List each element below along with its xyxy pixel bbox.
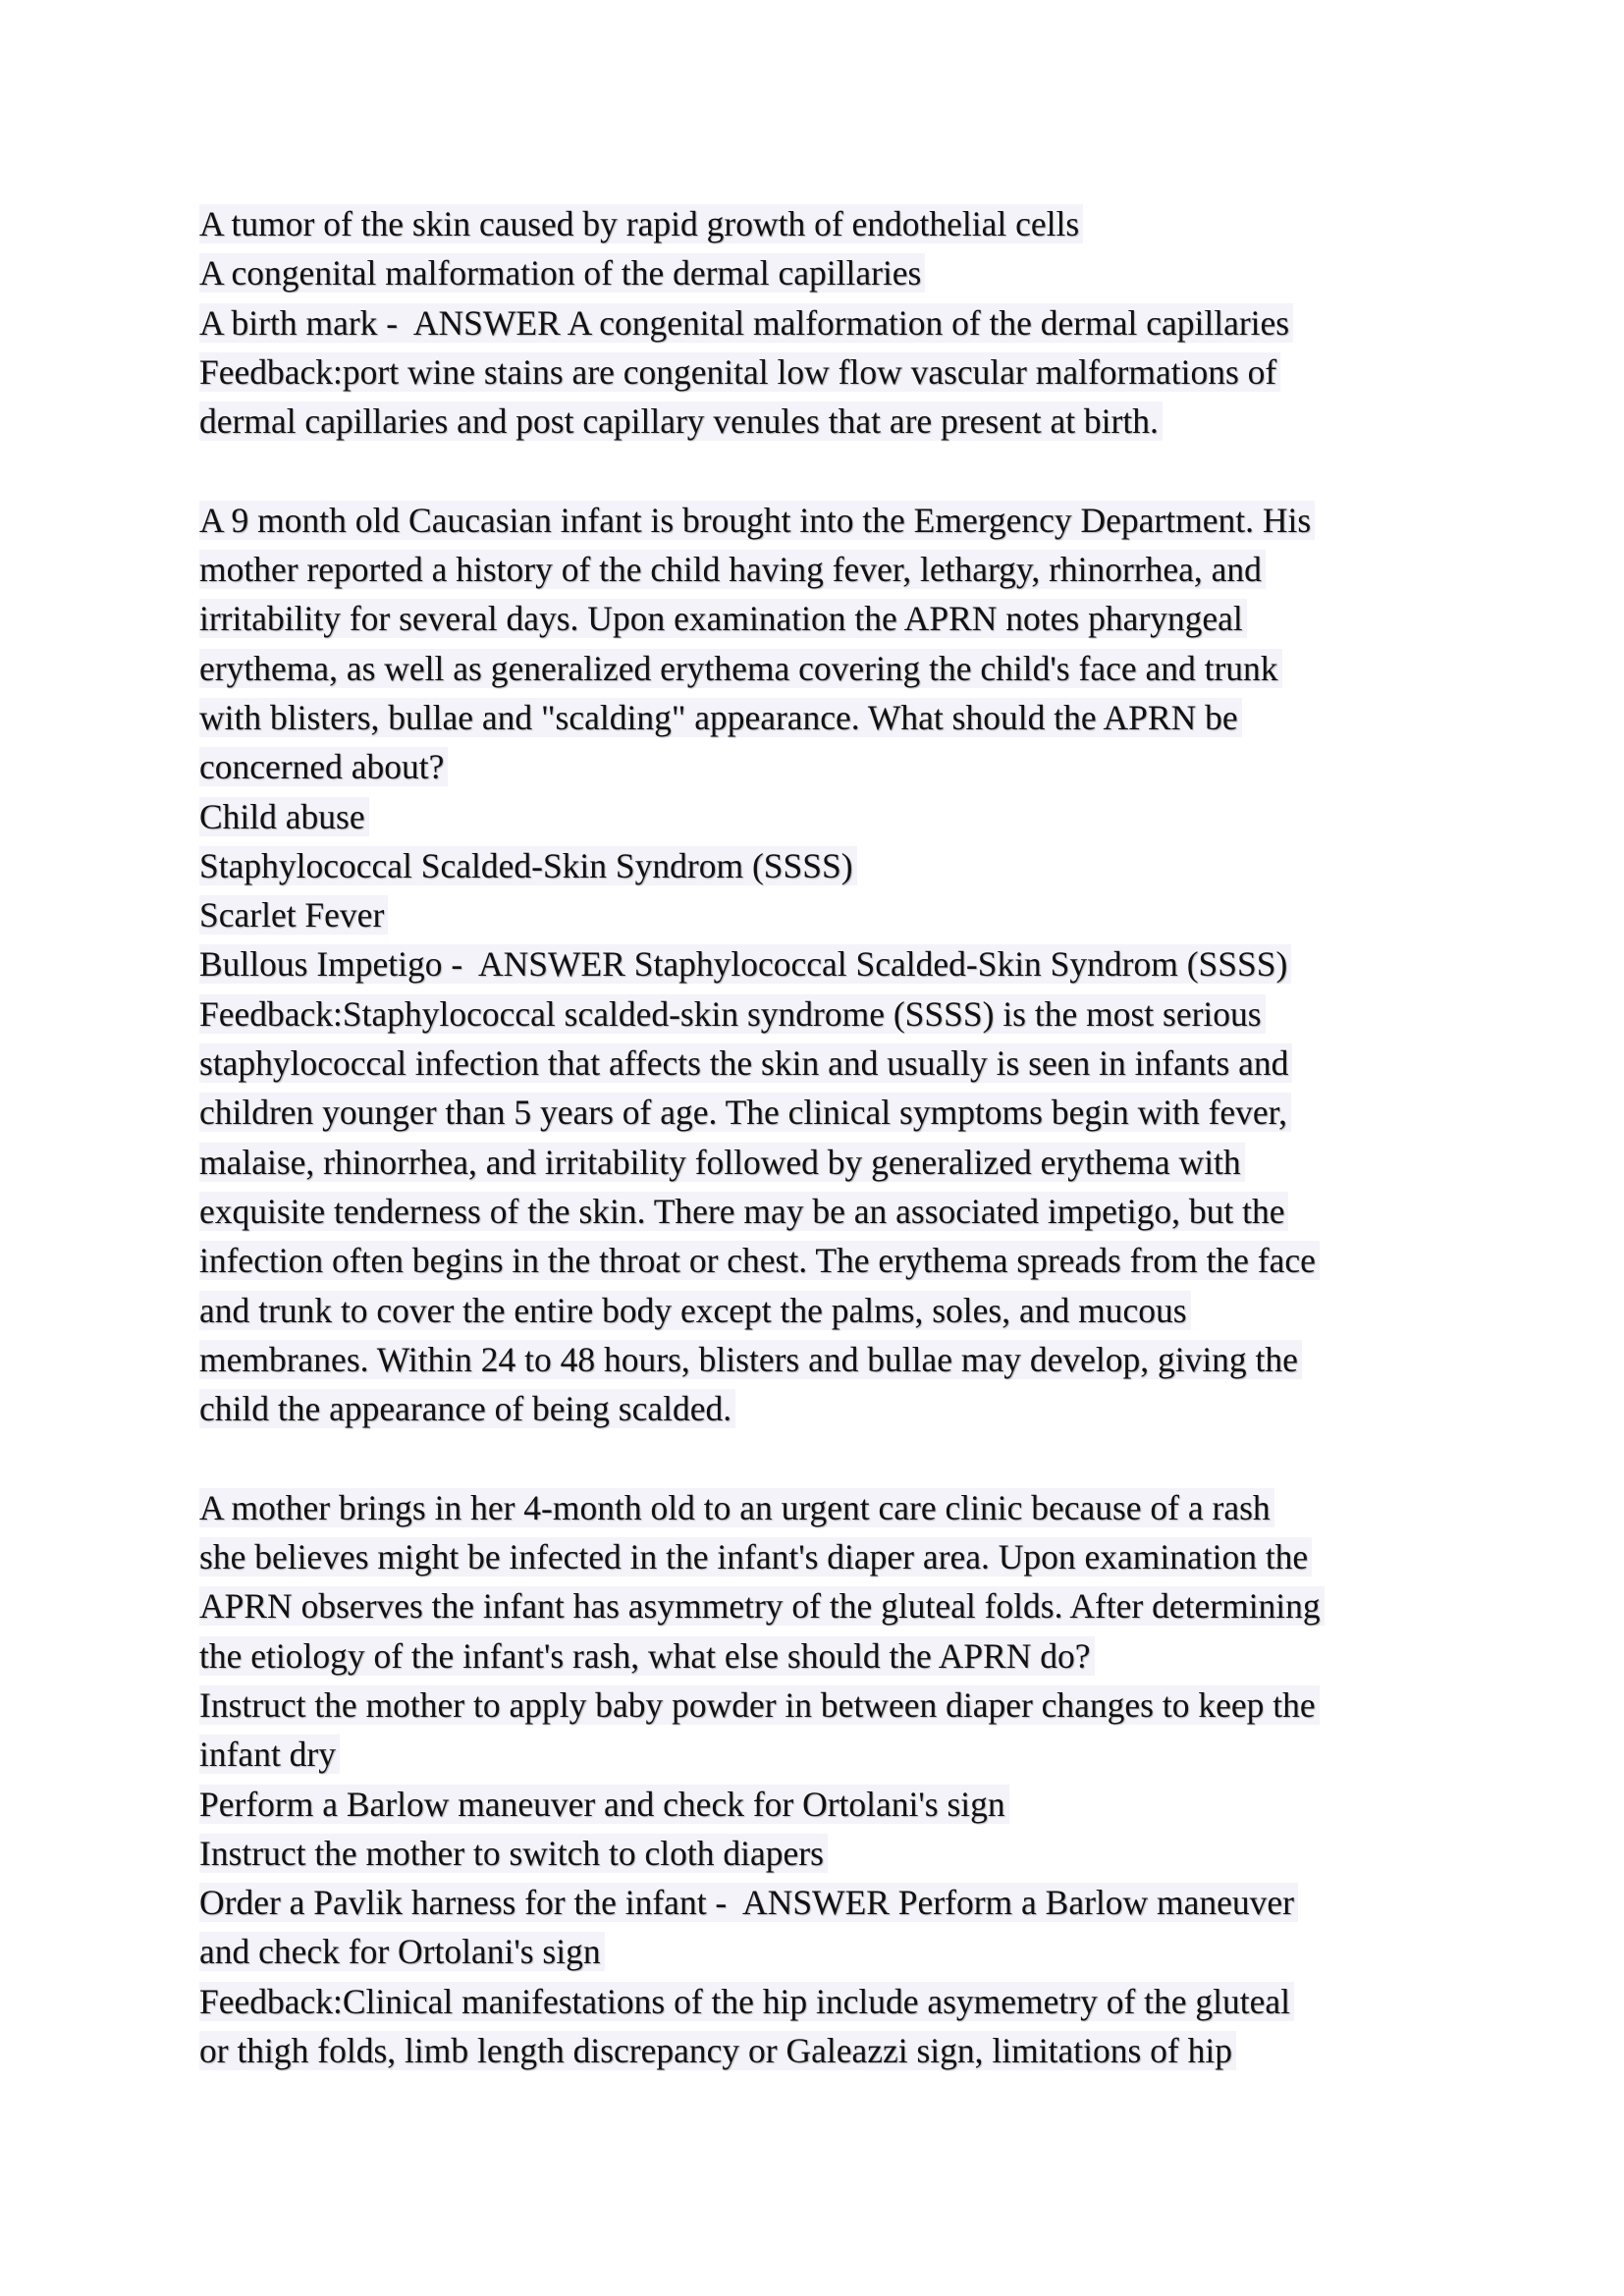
text-line-content: A 9 month old Caucasian infant is brought into the Emergency Department. His [199, 501, 1315, 540]
text-line [199, 1384, 1476, 1433]
text-line [199, 1878, 1476, 1927]
text-line-content: children younger than 5 years of age. The clinical symptoms begin with fever, [199, 1093, 1291, 1132]
text-line-content: Order a Pavlik harness for the infant - ANSWER Perform a Barlow maneuver [199, 1883, 1298, 1922]
text-line-content: Instruct the mother to switch to cloth diapers [199, 1834, 828, 1873]
text-line-content: mother reported a history of the child having fever, lethargy, rhinorrhea, and [199, 550, 1266, 589]
text-line-content: the etiology of the infant's rash, what else should the APRN do? [199, 1636, 1095, 1676]
text-line-content: she believes might be infected in the infant's diaper area. Upon examination the [199, 1537, 1312, 1576]
text-line-content: A mother brings in her 4-month old to an urgent care clinic because of a rash [199, 1488, 1274, 1527]
text-line [199, 1631, 1476, 1681]
text-line [199, 248, 1476, 297]
blank-line [199, 1433, 1476, 1482]
text-line-content: or thigh folds, limb length discrepancy or Galeazzi sign, limitations of hip [199, 2031, 1236, 2070]
text-line [199, 397, 1476, 446]
text-line-content: and check for Ortolani's sign [199, 1932, 605, 1971]
text-line-content: A tumor of the skin caused by rapid growth of endothelial cells [199, 204, 1083, 243]
text-line [199, 1236, 1476, 1285]
text-line-content: malaise, rhinorrhea, and irritability followed by generalized erythema with [199, 1143, 1245, 1182]
text-line-content: irritability for several days. Upon examination the APRN notes pharyngeal [199, 599, 1247, 638]
text-line [199, 1977, 1476, 2026]
text-line-content: dermal capillaries and post capillary venules that are present at birth. [199, 401, 1163, 441]
text-line-content: Feedback:Staphylococcal scalded-skin syndrome (SSSS) is the most serious [199, 994, 1266, 1034]
text-line-content: A birth mark - ANSWER A congenital malformation of the dermal capillaries [199, 303, 1293, 343]
text-line [199, 298, 1476, 347]
text-line-content: erythema, as well as generalized erythema covering the child's face and trunk [199, 649, 1282, 688]
text-line-content: concerned about? [199, 747, 448, 786]
text-line [199, 742, 1476, 791]
text-line [199, 1088, 1476, 1137]
text-line [199, 693, 1476, 742]
text-line [199, 545, 1476, 594]
document-page [199, 199, 1476, 2075]
text-line-content: Instruct the mother to apply baby powder in between diaper changes to keep the [199, 1685, 1320, 1725]
text-line [199, 1927, 1476, 1976]
text-line [199, 1780, 1476, 1829]
text-line [199, 841, 1476, 890]
text-line [199, 644, 1476, 693]
text-line-content: Staphylococcal Scalded-Skin Syndrom (SSSS) [199, 846, 857, 885]
text-line [199, 792, 1476, 841]
text-line [199, 1138, 1476, 1187]
text-line [199, 2026, 1476, 2075]
text-line-content: and trunk to cover the entire body except the palms, soles, and mucous [199, 1291, 1191, 1330]
text-line [199, 939, 1476, 988]
text-line-content: membranes. Within 24 to 48 hours, blisters and bullae may develop, giving the [199, 1340, 1302, 1379]
text-line-content: with blisters, bullae and "scalding" appearance. What should the APRN be [199, 698, 1242, 737]
text-line-content: infection often begins in the throat or chest. The erythema spreads from the face [199, 1241, 1320, 1280]
text-line-content: A congenital malformation of the dermal capillaries [199, 253, 925, 293]
text-line [199, 1730, 1476, 1779]
text-line [199, 1483, 1476, 1532]
text-line [199, 496, 1476, 545]
text-line [199, 1335, 1476, 1384]
text-line [199, 890, 1476, 939]
text-line-content: Scarlet Fever [199, 895, 388, 934]
text-line [199, 199, 1476, 248]
text-line-content: staphylococcal infection that affects the skin and usually is seen in infants and [199, 1043, 1292, 1083]
text-line [199, 1187, 1476, 1236]
text-line [199, 594, 1476, 643]
text-line [199, 1829, 1476, 1878]
text-line [199, 1286, 1476, 1335]
text-line-content: APRN observes the infant has asymmetry of the gluteal folds. After determining [199, 1586, 1325, 1626]
text-line [199, 989, 1476, 1039]
text-line [199, 347, 1476, 397]
text-line-content: Feedback:port wine stains are congenital low flow vascular malformations of [199, 352, 1280, 392]
text-line-content: Feedback:Clinical manifestations of the hip include asymemetry of the gluteal [199, 1982, 1294, 2021]
text-line [199, 1532, 1476, 1581]
blank-line [199, 446, 1476, 495]
text-line-content: child the appearance of being scalded. [199, 1389, 735, 1428]
text-line [199, 1581, 1476, 1630]
text-line-content: exquisite tenderness of the skin. There may be an associated impetigo, but the [199, 1192, 1288, 1231]
text-line-content: Bullous Impetigo - ANSWER Staphylococcal Scalded-Skin Syndrom (SSSS) [199, 944, 1291, 984]
text-line-content: Perform a Barlow maneuver and check for Ortolani's sign [199, 1785, 1009, 1824]
text-line-content: infant dry [199, 1735, 340, 1774]
text-line [199, 1039, 1476, 1088]
text-line [199, 1681, 1476, 1730]
text-line-content: Child abuse [199, 797, 369, 836]
